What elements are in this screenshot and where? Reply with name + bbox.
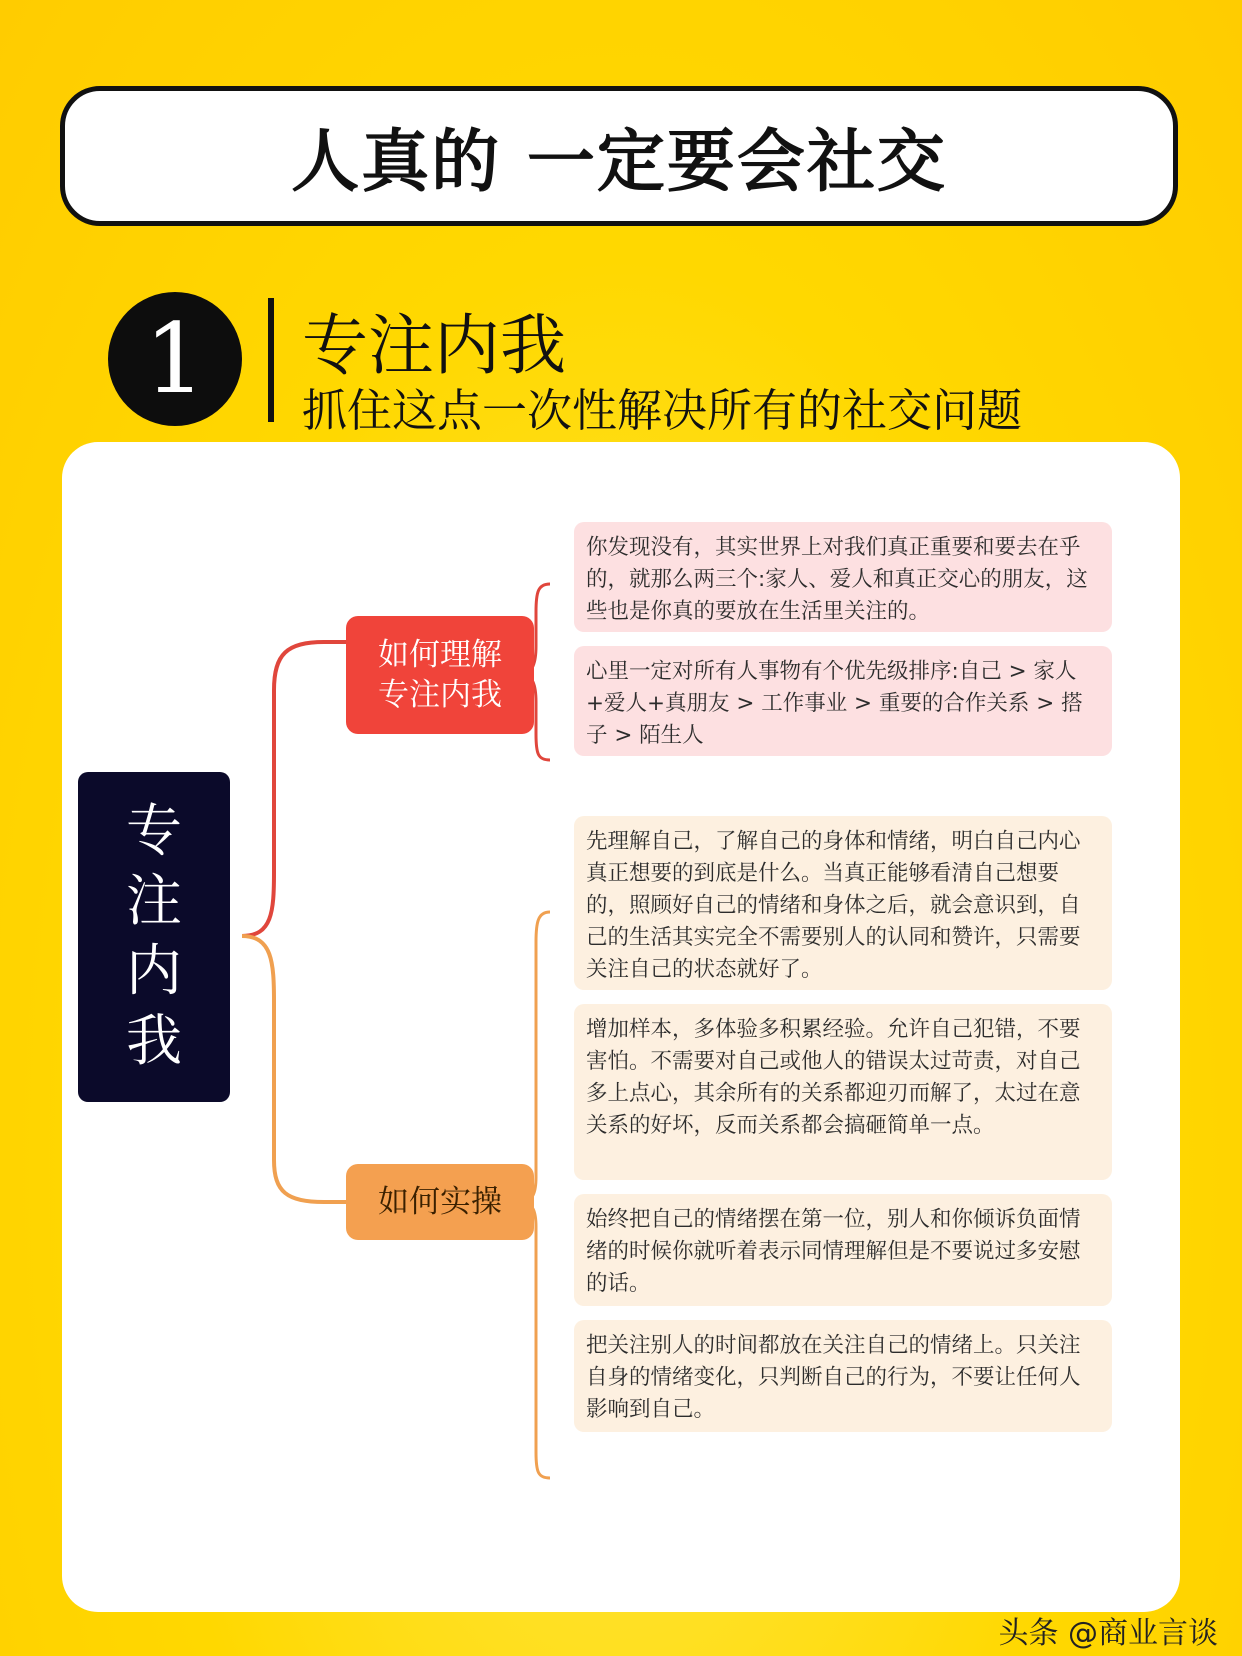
branch-understand-label: 如何理解 专注内我: [378, 637, 502, 713]
section-number-badge: [108, 292, 242, 426]
connector-root-branch-2: [242, 936, 346, 1202]
branch-practice-label: 如何实操: [378, 1184, 502, 1220]
leaf-understand-2: 心里一定对所有人事物有个优先级排序:自己 > 家人+爱人+真朋友 > 工作事业 > 重要的合作关系 > 搭子 > 陌生人: [574, 646, 1112, 756]
divider-bar: [268, 298, 274, 422]
leaf-practice-1: 先理解自己，了解自己的身体和情绪，明白自己内心真正想要的到底是什么。当真正能够看清自己想要的，照顾好自己的情绪和身体之后，就会意识到，自己的生活其实完全不需要别人的认同和赞许，只需要关注自己的状态就好了。: [574, 816, 1112, 990]
title-banner: [60, 86, 1178, 226]
mindmap-card: [62, 442, 1180, 1612]
section-title: 专注内我: [302, 307, 566, 384]
leaf-practice-4: 把关注别人的时间都放在关注自己的情绪上。只关注自身的情绪变化，只判断自己的行为，不要让任何人影响到自己。: [574, 1320, 1112, 1432]
connector-root-branch-1: [242, 642, 346, 936]
page-title: 人真的 一定要会社交: [291, 122, 947, 202]
watermark: 头条 @商业言谈: [998, 1616, 1218, 1651]
branch-practice: [346, 1164, 534, 1240]
branch-understand: [346, 616, 534, 734]
leaf-understand-1: 你发现没有，其实世界上对我们真正重要和要去在乎的，就那么两三个:家人、爱人和真正交心的朋友，这些也是你真的要放在生活里关注的。: [574, 522, 1112, 632]
root-label: 专注内我: [126, 799, 182, 1074]
section-number: 1: [144, 303, 206, 415]
mindmap-root: [78, 772, 230, 1102]
section-subtitle: 抓住这点一次性解决所有的社交问题: [302, 384, 1023, 437]
leaf-practice-2: 增加样本，多体验多积累经验。允许自己犯错，不要害怕。不需要对自己或他人的错误太过苛责，对自己多上点心，其余所有的关系都迎刃而解了，太过在意关系的好坏，反而关系都会搞砸简单一点。: [574, 1004, 1112, 1180]
leaf-practice-3: 始终把自己的情绪摆在第一位，别人和你倾诉负面情绪的时候你就听着表示同情理解但是不要说过多安慰的话。: [574, 1194, 1112, 1306]
